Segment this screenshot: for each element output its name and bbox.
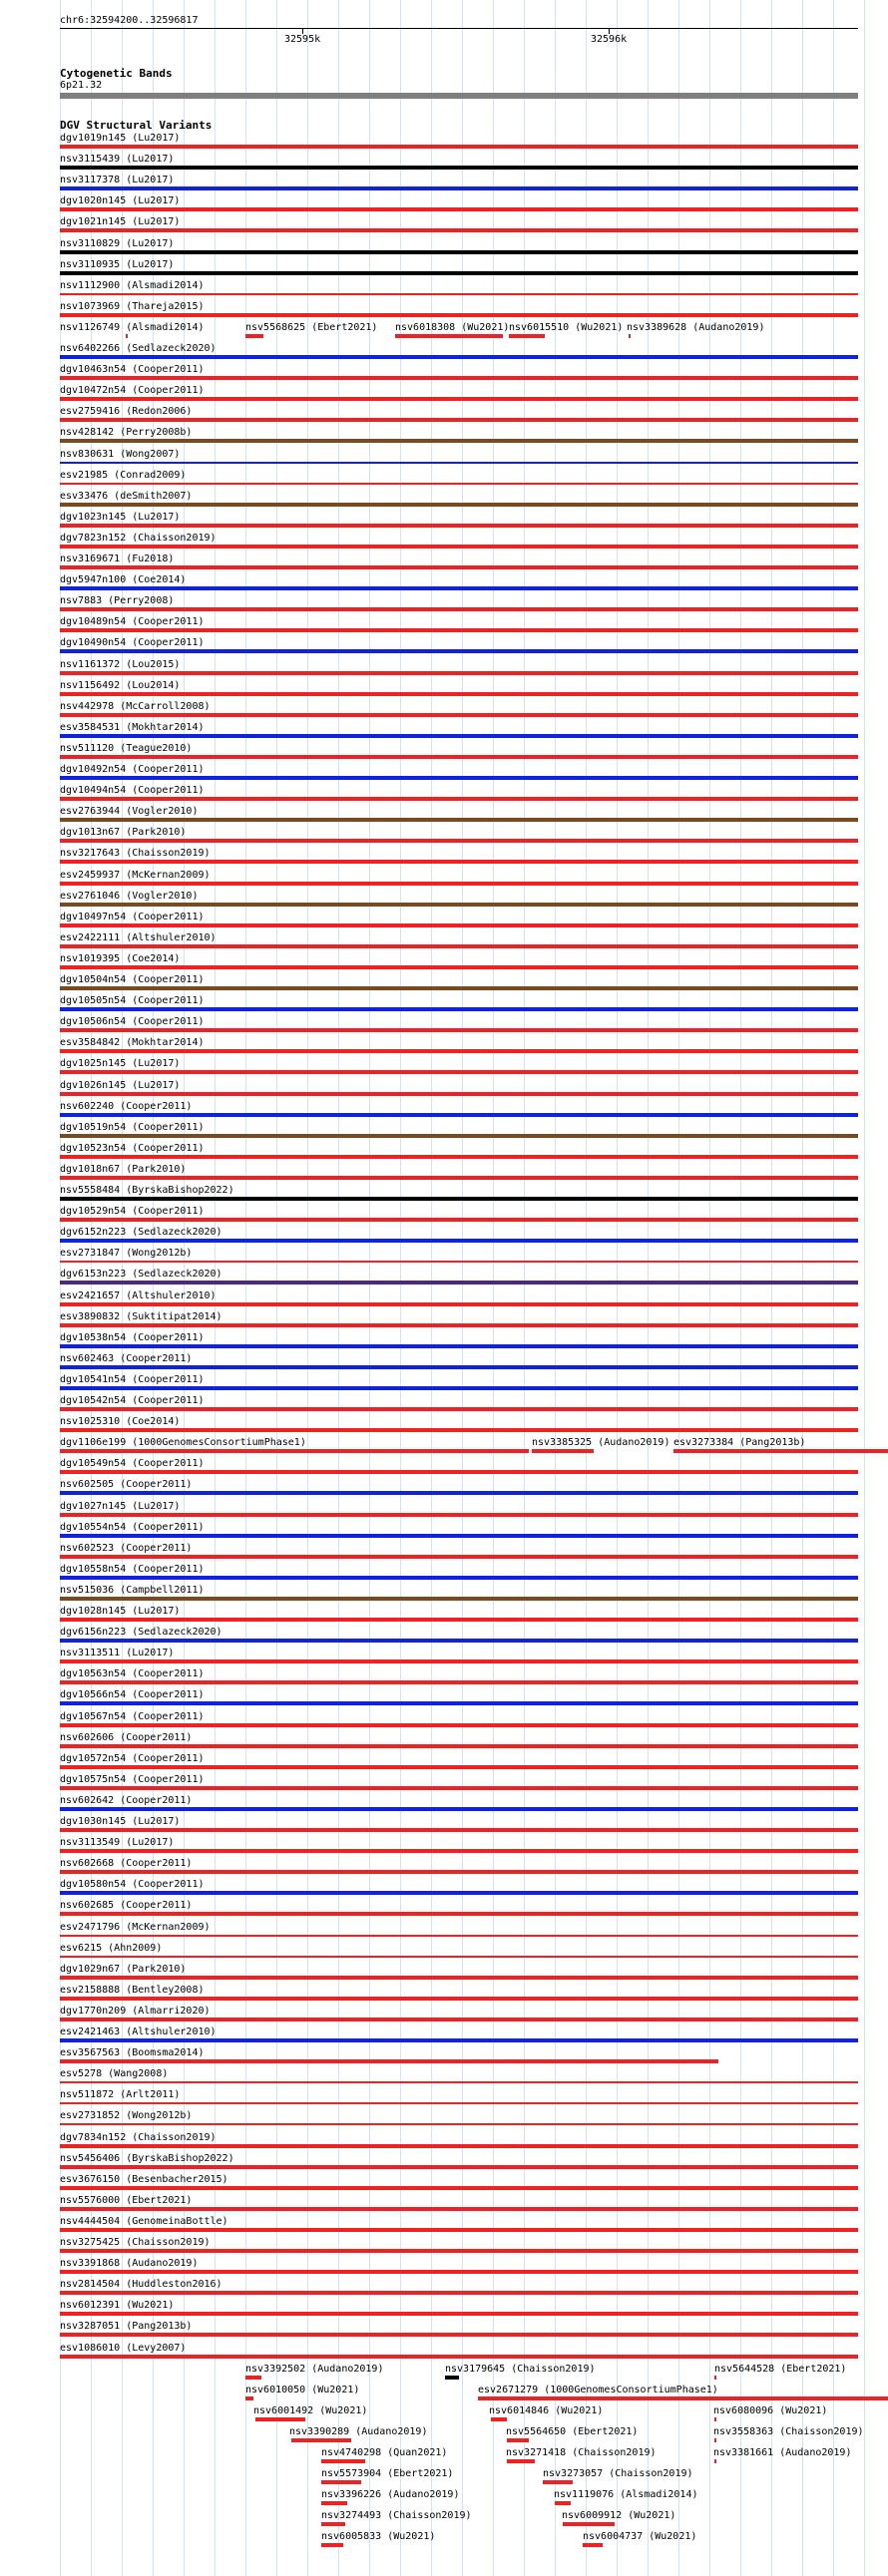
- feature-bar[interactable]: [60, 776, 858, 780]
- feature-bar[interactable]: [321, 2459, 365, 2463]
- feature-label[interactable]: nsv3558363 (Chaisson2019): [713, 2425, 864, 2437]
- feature-bar[interactable]: [532, 1449, 594, 1453]
- feature-label[interactable]: nsv6010050 (Wu2021): [245, 2384, 360, 2395]
- feature-label[interactable]: nsv3117378 (Lu2017): [60, 175, 175, 186]
- feature-bar[interactable]: [60, 565, 858, 569]
- feature-label[interactable]: dgv10529n54 (Cooper2011): [60, 1206, 205, 1218]
- feature-bar[interactable]: [60, 797, 858, 801]
- feature-label[interactable]: esv2671279 (1000GenomesConsortiumPhase1): [478, 2384, 718, 2395]
- feature-label[interactable]: dgv10492n54 (Cooper2011): [60, 764, 205, 775]
- feature-label[interactable]: nsv511872 (Arlt2011): [60, 2089, 181, 2101]
- feature-label[interactable]: nsv5558484 (ByrskaBishop2022): [60, 1185, 234, 1196]
- feature-label[interactable]: nsv6001492 (Wu2021): [253, 2404, 368, 2416]
- feature-label[interactable]: nsv1161372 (Lou2015): [60, 658, 181, 670]
- feature-label[interactable]: nsv5456406 (ByrskaBishop2022): [60, 2152, 234, 2164]
- feature-bar[interactable]: [60, 1765, 858, 1769]
- feature-label[interactable]: nsv511120 (Teague2010): [60, 742, 193, 754]
- feature-bar[interactable]: [255, 2417, 305, 2421]
- feature-label[interactable]: dgv10572n54 (Cooper2011): [60, 1752, 205, 1764]
- feature-bar[interactable]: [543, 2480, 573, 2484]
- feature-label[interactable]: nsv602668 (Cooper2011): [60, 1858, 193, 1870]
- feature-label[interactable]: dgv1018n67 (Park2010): [60, 1163, 187, 1175]
- feature-label[interactable]: dgv10541n54 (Cooper2011): [60, 1373, 205, 1385]
- feature-bar[interactable]: [555, 2501, 571, 2505]
- feature-bar[interactable]: [60, 1365, 858, 1369]
- feature-bar[interactable]: [60, 462, 858, 464]
- feature-bar[interactable]: [60, 713, 858, 717]
- feature-bar[interactable]: [126, 334, 128, 338]
- feature-label[interactable]: nsv3396226 (Audano2019): [321, 2489, 460, 2501]
- feature-label[interactable]: dgv1027n145 (Lu2017): [60, 1500, 181, 1512]
- feature-label[interactable]: esv3676150 (Besenbacher2015): [60, 2173, 228, 2185]
- feature-label[interactable]: nsv1112900 (Alsmadi2014): [60, 279, 205, 291]
- feature-bar[interactable]: [563, 2522, 615, 2526]
- feature-bar[interactable]: [478, 2396, 888, 2400]
- feature-bar[interactable]: [60, 2144, 858, 2148]
- feature-label[interactable]: nsv3392502 (Audano2019): [245, 2363, 384, 2375]
- feature-label[interactable]: nsv602523 (Cooper2011): [60, 1542, 193, 1554]
- feature-bar[interactable]: [60, 1639, 858, 1643]
- feature-bar[interactable]: [714, 2459, 716, 2463]
- feature-bar[interactable]: [60, 2355, 858, 2359]
- feature-bar[interactable]: [60, 1680, 858, 1684]
- feature-bar[interactable]: [60, 1744, 858, 1748]
- feature-bar[interactable]: [60, 965, 858, 969]
- feature-bar[interactable]: [60, 2186, 858, 2190]
- feature-bar[interactable]: [60, 692, 858, 696]
- feature-label[interactable]: nsv1126749 (Alsmadi2014): [60, 321, 205, 333]
- feature-label[interactable]: esv2421463 (Altshuler2010): [60, 2026, 217, 2037]
- feature-bar[interactable]: [60, 903, 858, 907]
- feature-bar[interactable]: [60, 503, 858, 507]
- feature-bar[interactable]: [60, 1659, 858, 1663]
- cytoband-label: 6p21.32: [60, 80, 103, 91]
- feature-bar[interactable]: [60, 2207, 858, 2211]
- coordinate-readout: chr6:32594200..32596817: [60, 15, 199, 26]
- feature-label[interactable]: esv2731847 (Wong2012b): [60, 1248, 193, 1260]
- feature-bar[interactable]: [60, 986, 858, 990]
- feature-label[interactable]: dgv1026n145 (Lu2017): [60, 1079, 181, 1091]
- feature-label[interactable]: nsv3274493 (Chaisson2019): [321, 2510, 472, 2522]
- feature-bar[interactable]: [60, 2102, 858, 2104]
- feature-label[interactable]: dgv1020n145 (Lu2017): [60, 195, 181, 207]
- feature-label[interactable]: dgv1029n67 (Park2010): [60, 1963, 187, 1975]
- feature-label[interactable]: nsv1073969 (Thareja2015): [60, 300, 205, 312]
- feature-bar[interactable]: [321, 2480, 361, 2484]
- feature-bar[interactable]: [60, 1261, 858, 1263]
- feature-label[interactable]: dgv1019n145 (Lu2017): [60, 133, 181, 144]
- feature-bar[interactable]: [60, 397, 858, 401]
- feature-label[interactable]: nsv3113549 (Lu2017): [60, 1837, 175, 1849]
- feature-label[interactable]: nsv3217643 (Chaisson2019): [60, 848, 211, 860]
- feature-label[interactable]: dgv1028n145 (Lu2017): [60, 1606, 181, 1617]
- feature-bar[interactable]: [60, 166, 858, 170]
- cytoband-bar[interactable]: [60, 93, 858, 99]
- feature-label[interactable]: nsv3273057 (Chaisson2019): [543, 2468, 693, 2480]
- feature-bar[interactable]: [60, 1155, 858, 1159]
- feature-bar[interactable]: [60, 376, 858, 380]
- feature-label[interactable]: esv3273384 (Pang2013b): [673, 1437, 806, 1449]
- feature-bar[interactable]: [60, 860, 858, 864]
- feature-bar[interactable]: [60, 839, 858, 843]
- feature-label[interactable]: esv3890832 (Suktitipat2014): [60, 1310, 222, 1322]
- feature-label[interactable]: nsv1025310 (Coe2014): [60, 1416, 181, 1428]
- feature-bar[interactable]: [673, 1449, 888, 1453]
- feature-label[interactable]: nsv602240 (Cooper2011): [60, 1100, 193, 1112]
- feature-label[interactable]: dgv6152n223 (Sedlazeck2020): [60, 1227, 222, 1239]
- feature-bar[interactable]: [60, 2228, 858, 2232]
- feature-label[interactable]: dgv10463n54 (Cooper2011): [60, 364, 205, 376]
- feature-label[interactable]: dgv1021n145 (Lu2017): [60, 216, 181, 228]
- feature-label[interactable]: nsv3110935 (Lu2017): [60, 258, 175, 270]
- feature-label[interactable]: esv33476 (deSmith2007): [60, 490, 193, 502]
- feature-bar[interactable]: [321, 2501, 347, 2505]
- feature-bar[interactable]: [60, 2333, 858, 2337]
- feature-label[interactable]: esv3567563 (Boomsma2014): [60, 2047, 205, 2059]
- feature-label[interactable]: nsv5564650 (Ebert2021): [506, 2425, 639, 2437]
- feature-label[interactable]: nsv602505 (Cooper2011): [60, 1479, 193, 1491]
- feature-bar[interactable]: [60, 1218, 858, 1222]
- feature-label[interactable]: nsv3179645 (Chaisson2019): [445, 2363, 596, 2375]
- cytoband-track-title[interactable]: Cytogenetic Bands: [60, 67, 173, 80]
- feature-bar[interactable]: [60, 628, 858, 632]
- feature-bar[interactable]: [60, 1049, 858, 1053]
- feature-bar[interactable]: [60, 2038, 858, 2042]
- feature-bar[interactable]: [60, 607, 858, 611]
- feature-label[interactable]: dgv10538n54 (Cooper2011): [60, 1331, 205, 1343]
- feature-label[interactable]: esv2731852 (Wong2012b): [60, 2110, 193, 2122]
- feature-label[interactable]: esv2763944 (Vogler2010): [60, 806, 199, 818]
- feature-label[interactable]: dgv10523n54 (Cooper2011): [60, 1142, 205, 1154]
- feature-label[interactable]: dgv10490n54 (Cooper2011): [60, 637, 205, 649]
- feature-bar[interactable]: [60, 944, 858, 948]
- feature-label[interactable]: dgv1013n67 (Park2010): [60, 827, 187, 839]
- feature-label[interactable]: dgv10580n54 (Cooper2011): [60, 1879, 205, 1891]
- feature-bar[interactable]: [60, 1870, 858, 1874]
- feature-bar[interactable]: [60, 355, 858, 359]
- feature-label[interactable]: dgv10506n54 (Cooper2011): [60, 1016, 205, 1028]
- feature-bar[interactable]: [60, 1113, 858, 1117]
- feature-bar[interactable]: [60, 755, 858, 759]
- feature-bar[interactable]: [60, 313, 858, 317]
- feature-label[interactable]: nsv5644528 (Ebert2021): [714, 2363, 847, 2375]
- feature-label[interactable]: dgv10519n54 (Cooper2011): [60, 1121, 205, 1133]
- feature-bar[interactable]: [60, 586, 858, 590]
- feature-bar[interactable]: [60, 1428, 858, 1432]
- feature-bar[interactable]: [60, 228, 858, 232]
- feature-bar[interactable]: [60, 186, 858, 190]
- feature-bar[interactable]: [60, 2270, 858, 2274]
- feature-bar[interactable]: [60, 1323, 858, 1327]
- feature-label[interactable]: nsv5568625 (Ebert2021): [245, 321, 378, 333]
- feature-bar[interactable]: [60, 734, 858, 738]
- feature-bar[interactable]: [60, 1344, 858, 1348]
- feature-bar[interactable]: [507, 2438, 529, 2442]
- feature-bar[interactable]: [60, 2059, 718, 2063]
- feature-bar[interactable]: [60, 1976, 858, 1980]
- feature-bar[interactable]: [60, 293, 858, 295]
- feature-label[interactable]: esv2471796 (McKernan2009): [60, 1921, 211, 1933]
- feature-label[interactable]: esv2421657 (Altshuler2010): [60, 1289, 217, 1301]
- feature-label[interactable]: nsv3113511 (Lu2017): [60, 1648, 175, 1659]
- feature-label[interactable]: nsv442978 (McCarroll2008): [60, 700, 211, 712]
- feature-label[interactable]: nsv602685 (Cooper2011): [60, 1900, 193, 1912]
- feature-bar[interactable]: [60, 1449, 529, 1453]
- feature-label[interactable]: esv2158888 (Bentley2008): [60, 1984, 205, 1996]
- feature-bar[interactable]: [714, 2376, 716, 2380]
- feature-label[interactable]: nsv3390289 (Audano2019): [289, 2425, 428, 2437]
- feature-bar[interactable]: [60, 1491, 858, 1495]
- feature-bar[interactable]: [60, 1134, 858, 1138]
- grid-line: [864, 0, 865, 2576]
- feature-bar[interactable]: [60, 483, 858, 485]
- feature-label[interactable]: nsv3381661 (Audano2019): [713, 2447, 852, 2458]
- feature-label[interactable]: dgv7823n152 (Chaisson2019): [60, 532, 217, 544]
- feature-label[interactable]: nsv3169671 (Fu2018): [60, 553, 175, 564]
- feature-bar[interactable]: [60, 818, 858, 822]
- feature-bar[interactable]: [60, 207, 858, 211]
- feature-label[interactable]: esv3584531 (Mokhtar2014): [60, 721, 205, 733]
- feature-bar[interactable]: [60, 1092, 858, 1096]
- feature-label[interactable]: dgv10542n54 (Cooper2011): [60, 1395, 205, 1406]
- feature-bar[interactable]: [60, 1701, 858, 1705]
- feature-label[interactable]: dgv10554n54 (Cooper2011): [60, 1521, 205, 1533]
- feature-label[interactable]: nsv6402266 (Sedlazeck2020): [60, 343, 217, 354]
- feature-label[interactable]: nsv6018308 (Wu2021): [395, 321, 510, 333]
- feature-label[interactable]: nsv6009912 (Wu2021): [562, 2510, 676, 2522]
- feature-bar[interactable]: [60, 671, 858, 675]
- feature-label[interactable]: nsv6080096 (Wu2021): [713, 2404, 828, 2416]
- feature-bar[interactable]: [507, 2459, 535, 2463]
- feature-label[interactable]: dgv10563n54 (Cooper2011): [60, 1668, 205, 1680]
- feature-bar[interactable]: [60, 1997, 858, 2001]
- feature-bar[interactable]: [509, 334, 545, 338]
- feature-label[interactable]: dgv10567n54 (Cooper2011): [60, 1710, 205, 1722]
- feature-label[interactable]: dgv5947n100 (Coe2014): [60, 574, 187, 586]
- feature-bar[interactable]: [60, 1302, 858, 1306]
- feature-bar[interactable]: [60, 524, 858, 528]
- feature-bar[interactable]: [60, 923, 858, 927]
- feature-label[interactable]: esv21985 (Conrad2009): [60, 469, 187, 481]
- feature-bar[interactable]: [291, 2438, 351, 2442]
- feature-label[interactable]: nsv3271418 (Chaisson2019): [506, 2447, 657, 2458]
- feature-label[interactable]: esv5278 (Wang2008): [60, 2068, 169, 2080]
- feature-bar[interactable]: [60, 2312, 858, 2316]
- feature-bar[interactable]: [321, 2522, 345, 2526]
- feature-label[interactable]: nsv6015510 (Wu2021): [509, 321, 624, 333]
- feature-label[interactable]: esv2761046 (Vogler2010): [60, 890, 199, 902]
- feature-bar[interactable]: [714, 2438, 716, 2442]
- feature-label[interactable]: nsv3385325 (Audano2019): [532, 1437, 670, 1449]
- feature-label[interactable]: esv2759416 (Redon2006): [60, 406, 193, 418]
- ruler-tick-label: 32596k: [591, 34, 628, 45]
- feature-label[interactable]: dgv10558n54 (Cooper2011): [60, 1563, 205, 1575]
- feature-bar[interactable]: [60, 1807, 858, 1811]
- feature-label[interactable]: dgv1025n145 (Lu2017): [60, 1058, 181, 1070]
- feature-label[interactable]: dgv6153n223 (Sedlazeck2020): [60, 1269, 222, 1281]
- feature-label[interactable]: nsv7883 (Perry2008): [60, 595, 175, 607]
- feature-label[interactable]: esv2459937 (McKernan2009): [60, 869, 211, 881]
- feature-label[interactable]: nsv3275425 (Chaisson2019): [60, 2237, 211, 2248]
- feature-label[interactable]: nsv2814504 (Huddleston2016): [60, 2279, 222, 2291]
- feature-label[interactable]: dgv6156n223 (Sedlazeck2020): [60, 1627, 222, 1639]
- dgv-track-title[interactable]: DGV Structural Variants: [60, 119, 213, 132]
- feature-bar[interactable]: [245, 334, 263, 338]
- feature-bar[interactable]: [60, 250, 858, 254]
- feature-label[interactable]: dgv10497n54 (Cooper2011): [60, 911, 205, 922]
- feature-label[interactable]: dgv10489n54 (Cooper2011): [60, 616, 205, 628]
- feature-bar[interactable]: [60, 2018, 858, 2022]
- feature-label[interactable]: nsv5576000 (Ebert2021): [60, 2194, 193, 2206]
- feature-label[interactable]: nsv428142 (Perry2008b): [60, 427, 193, 439]
- feature-label[interactable]: dgv7834n152 (Chaisson2019): [60, 2131, 217, 2143]
- feature-label[interactable]: esv3584842 (Mokhtar2014): [60, 1037, 205, 1049]
- feature-bar[interactable]: [60, 145, 858, 149]
- feature-bar[interactable]: [583, 2543, 603, 2547]
- feature-bar[interactable]: [60, 1239, 858, 1243]
- feature-bar[interactable]: [60, 1555, 858, 1559]
- feature-bar[interactable]: [60, 1070, 858, 1074]
- feature-label[interactable]: dgv10472n54 (Cooper2011): [60, 385, 205, 397]
- feature-label[interactable]: dgv1770n209 (Almarri2020): [60, 2005, 211, 2017]
- feature-bar[interactable]: [60, 2081, 858, 2083]
- feature-bar[interactable]: [60, 1956, 858, 1958]
- feature-bar[interactable]: [60, 1912, 858, 1916]
- feature-label[interactable]: nsv3389628 (Audano2019): [627, 321, 765, 333]
- feature-label[interactable]: nsv3391868 (Audano2019): [60, 2258, 199, 2270]
- feature-bar[interactable]: [60, 1386, 858, 1390]
- feature-label[interactable]: nsv602463 (Cooper2011): [60, 1352, 193, 1364]
- feature-bar[interactable]: [321, 2543, 343, 2547]
- ruler-tick-label: 32595k: [284, 34, 321, 45]
- feature-label[interactable]: nsv6005833 (Wu2021): [321, 2531, 436, 2543]
- feature-bar[interactable]: [60, 1849, 858, 1853]
- feature-bar[interactable]: [714, 2417, 716, 2421]
- feature-label[interactable]: nsv830631 (Wong2007): [60, 448, 181, 460]
- feature-bar[interactable]: [60, 1407, 858, 1411]
- feature-bar[interactable]: [60, 2165, 858, 2169]
- feature-bar[interactable]: [60, 1618, 858, 1622]
- feature-label[interactable]: nsv6012391 (Wu2021): [60, 2300, 175, 2312]
- feature-bar[interactable]: [60, 1176, 858, 1180]
- feature-label[interactable]: nsv602606 (Cooper2011): [60, 1731, 193, 1743]
- feature-label[interactable]: dgv10549n54 (Cooper2011): [60, 1458, 205, 1470]
- feature-bar[interactable]: [60, 1470, 858, 1474]
- feature-label[interactable]: nsv3110829 (Lu2017): [60, 237, 175, 249]
- feature-label[interactable]: dgv10575n54 (Cooper2011): [60, 1773, 205, 1785]
- feature-bar[interactable]: [60, 545, 858, 549]
- feature-bar[interactable]: [629, 334, 631, 338]
- feature-bar[interactable]: [60, 1597, 858, 1601]
- feature-bar[interactable]: [60, 271, 858, 275]
- feature-bar[interactable]: [60, 1513, 858, 1517]
- feature-bar[interactable]: [60, 1723, 858, 1727]
- feature-bar[interactable]: [245, 2376, 261, 2380]
- feature-label[interactable]: esv2422111 (Altshuler2010): [60, 931, 217, 943]
- feature-bar[interactable]: [445, 2376, 459, 2380]
- feature-label[interactable]: nsv3287051 (Pang2013b): [60, 2321, 193, 2333]
- feature-label[interactable]: nsv602642 (Cooper2011): [60, 1794, 193, 1806]
- ruler-axis: [60, 28, 858, 29]
- feature-bar[interactable]: [60, 439, 858, 443]
- feature-bar[interactable]: [60, 1197, 858, 1201]
- feature-bar[interactable]: [60, 1281, 858, 1285]
- feature-bar[interactable]: [395, 334, 503, 338]
- feature-label[interactable]: dgv10566n54 (Cooper2011): [60, 1689, 205, 1701]
- feature-bar[interactable]: [491, 2417, 507, 2421]
- feature-label[interactable]: nsv1019395 (Coe2014): [60, 952, 181, 964]
- feature-label[interactable]: nsv6004737 (Wu2021): [583, 2531, 697, 2543]
- feature-label[interactable]: nsv6014846 (Wu2021): [489, 2404, 604, 2416]
- feature-bar[interactable]: [60, 418, 858, 422]
- feature-bar[interactable]: [60, 1576, 858, 1580]
- feature-bar[interactable]: [60, 649, 858, 653]
- feature-bar[interactable]: [60, 1935, 858, 1937]
- feature-bar[interactable]: [60, 1786, 858, 1790]
- feature-bar[interactable]: [245, 2396, 253, 2400]
- feature-bar[interactable]: [60, 2291, 858, 2295]
- feature-label[interactable]: esv6215 (Ahn2009): [60, 1942, 163, 1954]
- feature-label[interactable]: dgv1030n145 (Lu2017): [60, 1816, 181, 1827]
- feature-label[interactable]: nsv4444504 (GenomeinaBottle): [60, 2215, 228, 2227]
- feature-bar[interactable]: [60, 882, 858, 886]
- feature-label[interactable]: nsv3115439 (Lu2017): [60, 154, 175, 166]
- feature-label[interactable]: dgv10505n54 (Cooper2011): [60, 995, 205, 1007]
- feature-bar[interactable]: [60, 2123, 858, 2125]
- feature-label[interactable]: nsv4740298 (Quan2021): [321, 2447, 448, 2458]
- feature-bar[interactable]: [60, 1028, 858, 1032]
- feature-label[interactable]: dgv1106e199 (1000GenomesConsortiumPhase1): [60, 1437, 306, 1449]
- feature-label[interactable]: dgv10504n54 (Cooper2011): [60, 974, 205, 985]
- feature-bar[interactable]: [60, 1828, 858, 1832]
- feature-label[interactable]: nsv1156492 (Lou2014): [60, 679, 181, 691]
- feature-label[interactable]: dgv10494n54 (Cooper2011): [60, 785, 205, 797]
- feature-bar[interactable]: [60, 2249, 858, 2253]
- feature-bar[interactable]: [60, 1891, 858, 1895]
- feature-label[interactable]: dgv1023n145 (Lu2017): [60, 511, 181, 523]
- feature-label[interactable]: nsv5573904 (Ebert2021): [321, 2468, 454, 2480]
- feature-label[interactable]: nsv515036 (Campbell2011): [60, 1584, 205, 1596]
- feature-bar[interactable]: [60, 1007, 858, 1011]
- feature-bar[interactable]: [60, 1534, 858, 1538]
- feature-label[interactable]: nsv1119076 (Alsmadi2014): [554, 2489, 698, 2501]
- feature-label[interactable]: esv1086010 (Levy2007): [60, 2342, 187, 2354]
